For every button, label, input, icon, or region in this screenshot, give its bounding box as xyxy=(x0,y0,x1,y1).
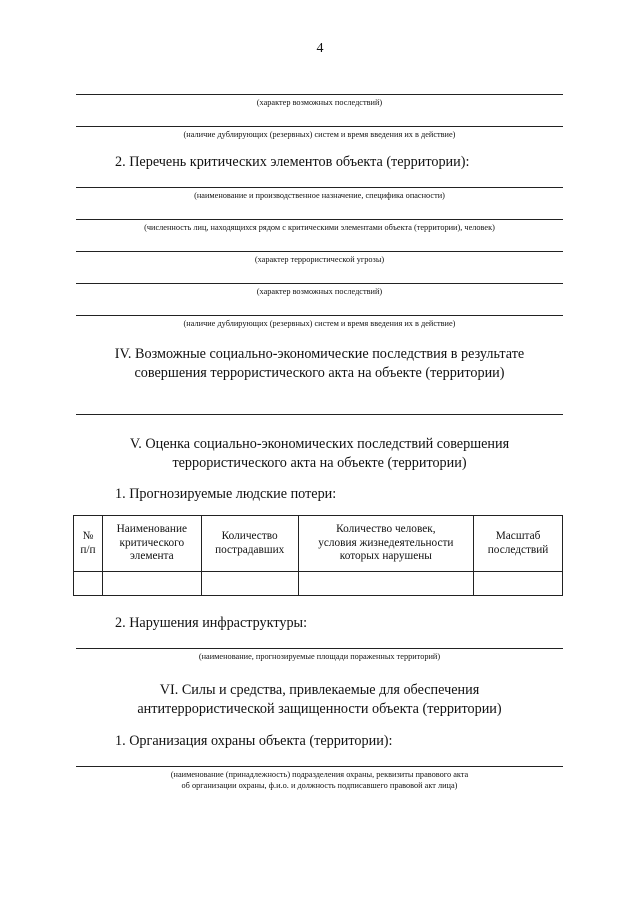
fill-line xyxy=(76,126,563,127)
table-row xyxy=(74,572,563,596)
section-vi-title-line1: VI. Силы и средства, привлекаемые для обеспечения xyxy=(159,682,480,698)
caption-name-purpose: (наименование и производственное назначение, специфика опасности) xyxy=(194,191,445,200)
caption-threat-type: (характер террористической угрозы) xyxy=(254,255,385,264)
column-header-number: № п/п xyxy=(74,516,103,572)
section-vi-title-line2: антитеррористической защищенности объекта (территории) xyxy=(137,701,502,717)
column-header-scale: Масштаб последствий xyxy=(474,516,563,572)
fill-line xyxy=(76,648,563,649)
table-cell xyxy=(74,572,103,596)
caption-guard-line2: об организации охраны, ф.и.о. и должность подписавшего правовой акт лица) xyxy=(181,781,458,790)
fill-line xyxy=(76,766,563,767)
guard-organization-title: 1. Организация охраны объекта (территории): xyxy=(115,733,393,749)
column-header-victims: Количество пострадавших xyxy=(201,516,298,572)
fill-line xyxy=(76,315,563,316)
caption-consequences: (характер возможных последствий) xyxy=(256,287,383,296)
table-cell xyxy=(201,572,298,596)
section-v-title-line1: V. Оценка социально-экономических последствий совершения xyxy=(129,436,510,452)
fill-line xyxy=(76,251,563,252)
caption-infrastructure: (наименование, прогнозируемые площади пораженных территорий) xyxy=(198,652,441,661)
table-cell xyxy=(102,572,201,596)
human-losses-title: 1. Прогнозируемые людские потери: xyxy=(115,486,337,502)
fill-line xyxy=(76,94,563,95)
table-header-row xyxy=(74,516,563,572)
caption-guard-line1: (наименование (принадлежность) подразделения охраны, реквизиты правового акта xyxy=(170,770,469,779)
table-cell xyxy=(474,572,563,596)
section-iv-title-line1: IV. Возможные социально-экономические последствия в результате xyxy=(114,346,525,362)
table-cell xyxy=(298,572,474,596)
caption-people-count: (численность лиц, находящихся рядом с критическими элементами объекта (территории), человек) xyxy=(144,223,495,232)
caption-consequences: (характер возможных последствий) xyxy=(256,98,383,107)
column-header-element: Наименование критического элемента xyxy=(102,516,201,572)
infrastructure-title: 2. Нарушения инфраструктуры: xyxy=(115,615,308,631)
human-losses-table xyxy=(73,515,563,596)
fill-line xyxy=(76,414,563,415)
section-iv-title-line2: совершения террористического акта на объекте (территории) xyxy=(134,365,505,381)
column-header-affected-people: Количество человек, условия жизнедеятельности которых нарушены xyxy=(298,516,474,572)
fill-line xyxy=(76,187,563,188)
caption-backup-systems: (наличие дублирующих (резервных) систем и время введения их в действие) xyxy=(183,319,456,328)
caption-backup-systems: (наличие дублирующих (резервных) систем и время введения их в действие) xyxy=(183,130,456,139)
critical-elements-title: 2. Перечень критических элементов объекта (территории): xyxy=(115,154,470,170)
page-number: 4 xyxy=(316,41,324,56)
fill-line xyxy=(76,283,563,284)
section-v-title-line2: террористического акта на объекте (территории) xyxy=(172,455,467,471)
fill-line xyxy=(76,219,563,220)
